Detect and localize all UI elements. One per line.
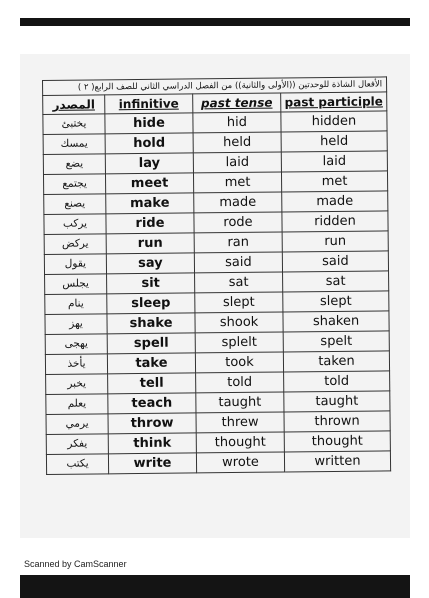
infinitive-cell: think bbox=[108, 433, 196, 454]
arabic-meaning-cell: يرمي bbox=[46, 414, 108, 435]
past-tense-cell: hid bbox=[193, 112, 281, 133]
arabic-meaning-cell: يجتمع bbox=[43, 174, 105, 195]
past-participle-cell: hidden bbox=[281, 111, 387, 132]
infinitive-cell: teach bbox=[108, 393, 196, 414]
infinitive-cell: throw bbox=[108, 413, 196, 434]
past-participle-cell: shaken bbox=[283, 311, 389, 332]
past-participle-cell: made bbox=[282, 191, 388, 212]
arabic-meaning-cell: يقول bbox=[44, 254, 106, 275]
arabic-meaning-cell: يكتب bbox=[46, 454, 108, 475]
past-participle-cell: laid bbox=[281, 151, 387, 172]
infinitive-cell: spell bbox=[107, 333, 195, 354]
infinitive-cell: sit bbox=[107, 273, 195, 294]
past-participle-cell: slept bbox=[283, 291, 389, 312]
irregular-verbs-table bbox=[42, 76, 391, 475]
past-tense-cell: took bbox=[195, 352, 283, 373]
infinitive-cell: make bbox=[106, 193, 194, 214]
infinitive-cell: say bbox=[106, 253, 194, 274]
arabic-meaning-cell: يهجى bbox=[45, 334, 107, 355]
past-participle-cell: said bbox=[282, 251, 388, 272]
past-tense-cell: told bbox=[196, 372, 284, 393]
past-tense-cell: wrote bbox=[196, 452, 284, 473]
past-tense-cell: made bbox=[194, 192, 282, 213]
infinitive-cell: lay bbox=[105, 153, 193, 174]
past-participle-cell: met bbox=[281, 171, 387, 192]
infinitive-cell: hold bbox=[105, 133, 193, 154]
arabic-meaning-cell: يخبر bbox=[46, 374, 108, 395]
past-participle-cell: spelt bbox=[283, 331, 389, 352]
arabic-meaning-cell: يهز bbox=[45, 314, 107, 335]
arabic-meaning-cell: يفكر bbox=[46, 434, 108, 455]
infinitive-cell: sleep bbox=[107, 293, 195, 314]
past-tense-cell: met bbox=[193, 172, 281, 193]
bottom-border-bar bbox=[20, 575, 410, 598]
infinitive-cell: tell bbox=[108, 373, 196, 394]
past-participle-cell: ridden bbox=[282, 211, 388, 232]
arabic-meaning-cell: يضع bbox=[43, 154, 105, 175]
arabic-meaning-cell: يركض bbox=[44, 234, 106, 255]
scanner-footer-text: Scanned by CamScanner bbox=[24, 559, 127, 569]
infinitive-cell: meet bbox=[105, 173, 193, 194]
past-tense-cell: held bbox=[193, 132, 281, 153]
arabic-meaning-cell: ينام bbox=[45, 294, 107, 315]
past-tense-cell: thought bbox=[196, 432, 284, 453]
infinitive-cell: hide bbox=[105, 113, 193, 134]
arabic-meaning-cell: يصنع bbox=[44, 194, 106, 215]
scanned-page bbox=[20, 54, 410, 538]
past-tense-cell: splelt bbox=[195, 332, 283, 353]
table-row bbox=[46, 451, 390, 475]
arabic-meaning-cell: يركب bbox=[44, 214, 106, 235]
past-tense-cell: slept bbox=[195, 292, 283, 313]
past-participle-cell: sat bbox=[283, 271, 389, 292]
past-tense-cell: said bbox=[194, 252, 282, 273]
past-tense-cell: rode bbox=[194, 212, 282, 233]
past-tense-cell: threw bbox=[196, 412, 284, 433]
infinitive-cell: run bbox=[106, 233, 194, 254]
past-participle-cell: taught bbox=[284, 391, 390, 412]
past-participle-cell: held bbox=[281, 131, 387, 152]
header-past-tense: past tense bbox=[193, 93, 281, 113]
infinitive-cell: write bbox=[108, 453, 196, 474]
past-tense-cell: ran bbox=[194, 232, 282, 253]
past-tense-cell: sat bbox=[195, 272, 283, 293]
past-participle-cell: taken bbox=[283, 351, 389, 372]
header-past-participle: past participle bbox=[281, 92, 387, 112]
infinitive-cell: shake bbox=[107, 313, 195, 334]
past-participle-cell: thought bbox=[284, 431, 390, 452]
arabic-meaning-cell: يعلم bbox=[46, 394, 108, 415]
header-arabic: المصدر bbox=[43, 95, 105, 115]
header-infinitive: infinitive bbox=[105, 94, 193, 114]
table-title: الأفعال الشاذة للوحدتين ((الأولى والثانية)) من الفصل الدراسي الثاني للصف الرابع( ٢ ) bbox=[43, 77, 387, 96]
past-participle-cell: told bbox=[284, 371, 390, 392]
infinitive-cell: take bbox=[107, 353, 195, 374]
infinitive-cell: ride bbox=[106, 213, 194, 234]
past-tense-cell: laid bbox=[193, 152, 281, 173]
top-border-bar bbox=[20, 18, 410, 26]
past-participle-cell: written bbox=[284, 451, 390, 472]
past-participle-cell: run bbox=[282, 231, 388, 252]
arabic-meaning-cell: يأخذ bbox=[45, 354, 107, 375]
past-tense-cell: shook bbox=[195, 312, 283, 333]
past-tense-cell: taught bbox=[196, 392, 284, 413]
arabic-meaning-cell: يجلس bbox=[45, 274, 107, 295]
arabic-meaning-cell: يختبئ bbox=[43, 114, 105, 135]
arabic-meaning-cell: يمسك bbox=[43, 134, 105, 155]
past-participle-cell: thrown bbox=[284, 411, 390, 432]
table-body bbox=[43, 111, 391, 475]
